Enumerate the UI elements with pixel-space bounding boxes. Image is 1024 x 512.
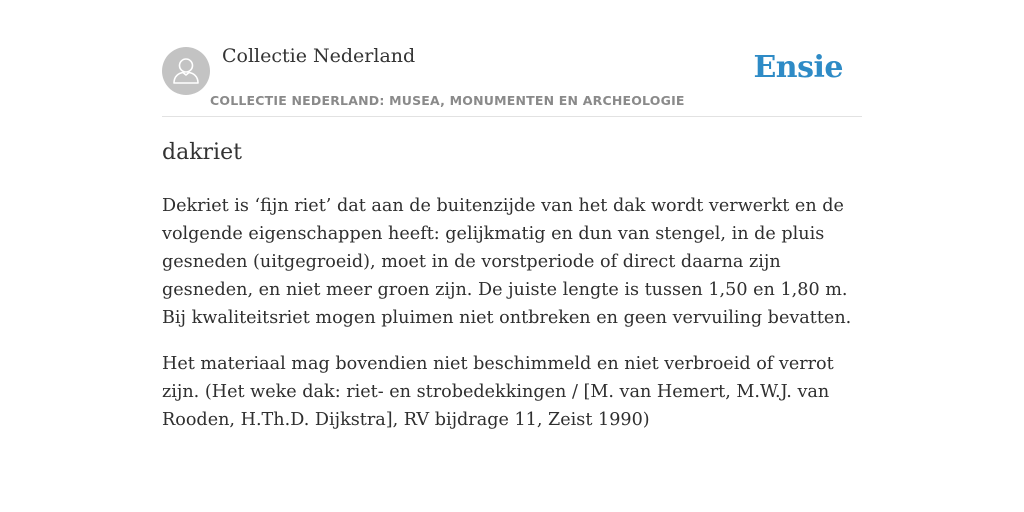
entry-term: dakriet — [162, 140, 242, 165]
user-icon — [162, 47, 210, 95]
author-name[interactable]: Collectie Nederland — [222, 45, 416, 67]
entry-body — [162, 192, 872, 452]
entry-paragraph: Dekriet is ‘fijn riet’ dat aan de buitenzijde van het dak wordt verwerkt en de volgende eigenschappen heeft: gelijkmatig en dun van stengel, in de pluis gesneden (uitgegroeid), moet in de vorstperiode of direct daarna zijn gesneden, en niet meer groen zijn. De juiste lengte is tussen 1,50 en 1,80 m. Bij kwaliteitsriet mogen pluimen niet ontbreken en geen vervuiling bevatten. — [162, 196, 852, 328]
source-label[interactable]: COLLECTIE NEDERLAND: MUSEA, MONUMENTEN EN ARCHEOLOGIE — [210, 93, 685, 108]
page-container — [162, 0, 862, 430]
header — [162, 0, 862, 117]
brand-logo[interactable]: Ensie — [753, 50, 843, 85]
entry-paragraph: Het materiaal mag bovendien niet beschimmeld en niet verbroeid of verrot zijn. (Het weke dak: riet- en strobedekkingen / [M. van Hemert, M.W.J. van Rooden, H.Th.D. Dijkstra], RV bijdrage 11, Zeist 1990) — [162, 354, 834, 430]
avatar[interactable] — [162, 47, 210, 95]
